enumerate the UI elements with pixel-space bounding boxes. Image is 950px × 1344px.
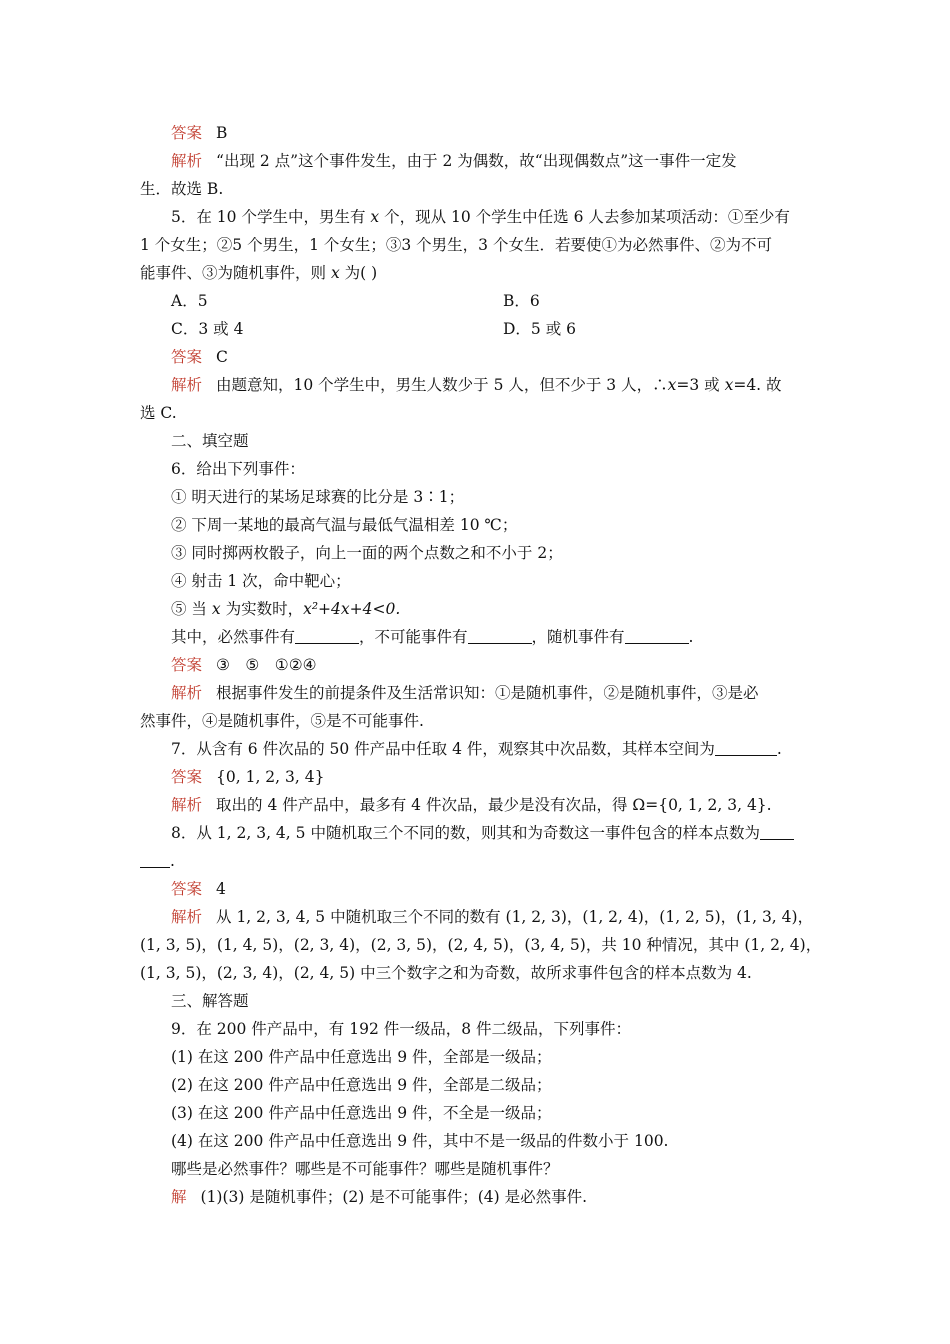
answer-blank[interactable] bbox=[760, 825, 794, 840]
q5-stem-line-3: 能事件、③为随机事件，则 x 为( ) bbox=[140, 264, 378, 282]
q4-explanation-line-2: 生．故选 B. bbox=[140, 180, 224, 198]
q9-item-3: (3) 在这 200 件产品中任意选出 9 件，不全是一级品； bbox=[171, 1104, 552, 1122]
answer-blank[interactable] bbox=[625, 629, 689, 644]
q7-answer: {0, 1, 2, 3, 4} bbox=[216, 768, 325, 786]
q6-item-3: ③ 同时掷两枚骰子，向上一面的两个点数之和不小于 2； bbox=[171, 544, 563, 562]
q9-item-1: (1) 在这 200 件产品中任意选出 9 件，全部是一级品； bbox=[171, 1048, 552, 1066]
q5-option-c: C．3 或 4 bbox=[171, 320, 244, 338]
q6-item-2: ② 下周一某地的最高气温与最低气温相差 10 ℃； bbox=[171, 516, 518, 534]
section-fill-in: 二、填空题 bbox=[171, 432, 249, 450]
q5-answer: C bbox=[216, 348, 228, 366]
q5-stem-line-1: 5．在 10 个学生中，男生有 x 个，现从 10 个学生中任选 6 人去参加某项活动：①至少有 bbox=[171, 208, 790, 226]
q5-option-b: B．6 bbox=[503, 292, 540, 310]
q7-explanation-line: 解析 取出的 4 件产品中，最多有 4 件次品，最少是没有次品，得 Ω={0, 1, 2, 3, 4}. bbox=[171, 796, 772, 814]
q9-question: 哪些是必然事件？哪些是不可能事件？哪些是随机事件？ bbox=[171, 1160, 559, 1178]
q7-stem: 7．从含有 6 件次品的 50 件产品中任取 4 件，观察其中次品数，其样本空间为 . bbox=[171, 740, 782, 758]
q5-stem-line-2: 1 个女生；②5 个男生，1 个女生；③3 个男生，3 个女生．若要使①为必然事件、②为不可 bbox=[140, 236, 772, 254]
q8-answer-line: 答案 4 bbox=[171, 880, 226, 898]
answer-label: 答案 bbox=[171, 124, 203, 142]
q8-stem: 8．从 1, 2, 3, 4, 5 中随机取三个不同的数，则其和为奇数这一事件包含的样本点数为 bbox=[171, 823, 794, 843]
q4-explanation-line-1: 解析 “出现 2 点”这个事件发生，由于 2 为偶数，故“出现偶数点”这一事件一定发 bbox=[171, 152, 737, 170]
q9-item-2: (2) 在这 200 件产品中任意选出 9 件，全部是二级品； bbox=[171, 1076, 552, 1094]
answer-blank[interactable] bbox=[295, 629, 359, 644]
q8-answer: 4 bbox=[216, 880, 226, 898]
q6-answer-line: 答案 ③ ⑤ ①②④ bbox=[171, 656, 317, 674]
q6-fill-line: 其中，必然事件有 ，不可能事件有 ，随机事件有 . bbox=[171, 628, 694, 646]
section-solution: 三、解答题 bbox=[171, 992, 249, 1010]
q5-explanation-line-1: 解析 由题意知，10 个学生中，男生人数少于 5 人，但不少于 3 人，∴x=3 或 x=4. 故 bbox=[171, 376, 782, 394]
q9-stem: 9．在 200 件产品中，有 192 件一级品，8 件二级品，下列事件： bbox=[171, 1020, 632, 1038]
solution-label: 解 bbox=[171, 1188, 187, 1206]
q5-explanation-line-2: 选 C. bbox=[140, 404, 177, 422]
q9-item-4: (4) 在这 200 件产品中任意选出 9 件，其中不是一级品的件数小于 100. bbox=[171, 1132, 669, 1150]
q6-item-5: ⑤ 当 x 为实数时，x²+4x+4<0. bbox=[171, 600, 401, 618]
q9-solution-line: 解 (1)(3) 是随机事件；(2) 是不可能事件；(4) 是必然事件. bbox=[171, 1188, 588, 1206]
q6-answer: ③ ⑤ ①②④ bbox=[216, 656, 317, 674]
q6-stem: 6．给出下列事件： bbox=[171, 460, 305, 478]
answer-blank[interactable] bbox=[140, 853, 170, 868]
q4-answer: B bbox=[216, 124, 228, 142]
q5-option-d: D．5 或 6 bbox=[503, 320, 577, 338]
answer-blank[interactable] bbox=[468, 629, 532, 644]
answer-blank[interactable] bbox=[715, 741, 777, 756]
q6-explanation-line-1: 解析 根据事件发生的前提条件及生活常识知：①是随机事件，②是随机事件，③是必 bbox=[171, 684, 759, 702]
q8-stem-line-2: . bbox=[140, 851, 175, 871]
q5-option-a: A．5 bbox=[171, 292, 208, 310]
q8-explanation-line-3: (1, 3, 5)，(2, 3, 4)，(2, 4, 5) 中三个数字之和为奇数，故所求事件包含的样本点数为 4. bbox=[140, 964, 752, 982]
q8-explanation-line-1: 解析 从 1, 2, 3, 4, 5 中随机取三个不同的数有 (1, 2, 3)，(1, 2, 4)，(1, 2, 5)，(1, 3, 4)， bbox=[171, 908, 814, 926]
q8-explanation-line-2: (1, 3, 5)，(1, 4, 5)，(2, 3, 4)，(2, 3, 5)，(2, 4, 5)，(3, 4, 5)，共 10 种情况，其中 (1, 2, 4)， bbox=[140, 936, 822, 954]
explanation-label: 解析 bbox=[171, 152, 203, 170]
q4-answer-line bbox=[171, 123, 227, 143]
q6-explanation-line-2: 然事件，④是随机事件，⑤是不可能事件. bbox=[140, 712, 424, 730]
q6-item-4: ④ 射击 1 次，命中靶心； bbox=[171, 572, 351, 590]
q6-item-1: ① 明天进行的某场足球赛的比分是 3∶1； bbox=[171, 488, 465, 506]
q5-answer-line: 答案 C bbox=[171, 348, 228, 366]
q7-answer-line: 答案 {0, 1, 2, 3, 4} bbox=[171, 768, 325, 786]
